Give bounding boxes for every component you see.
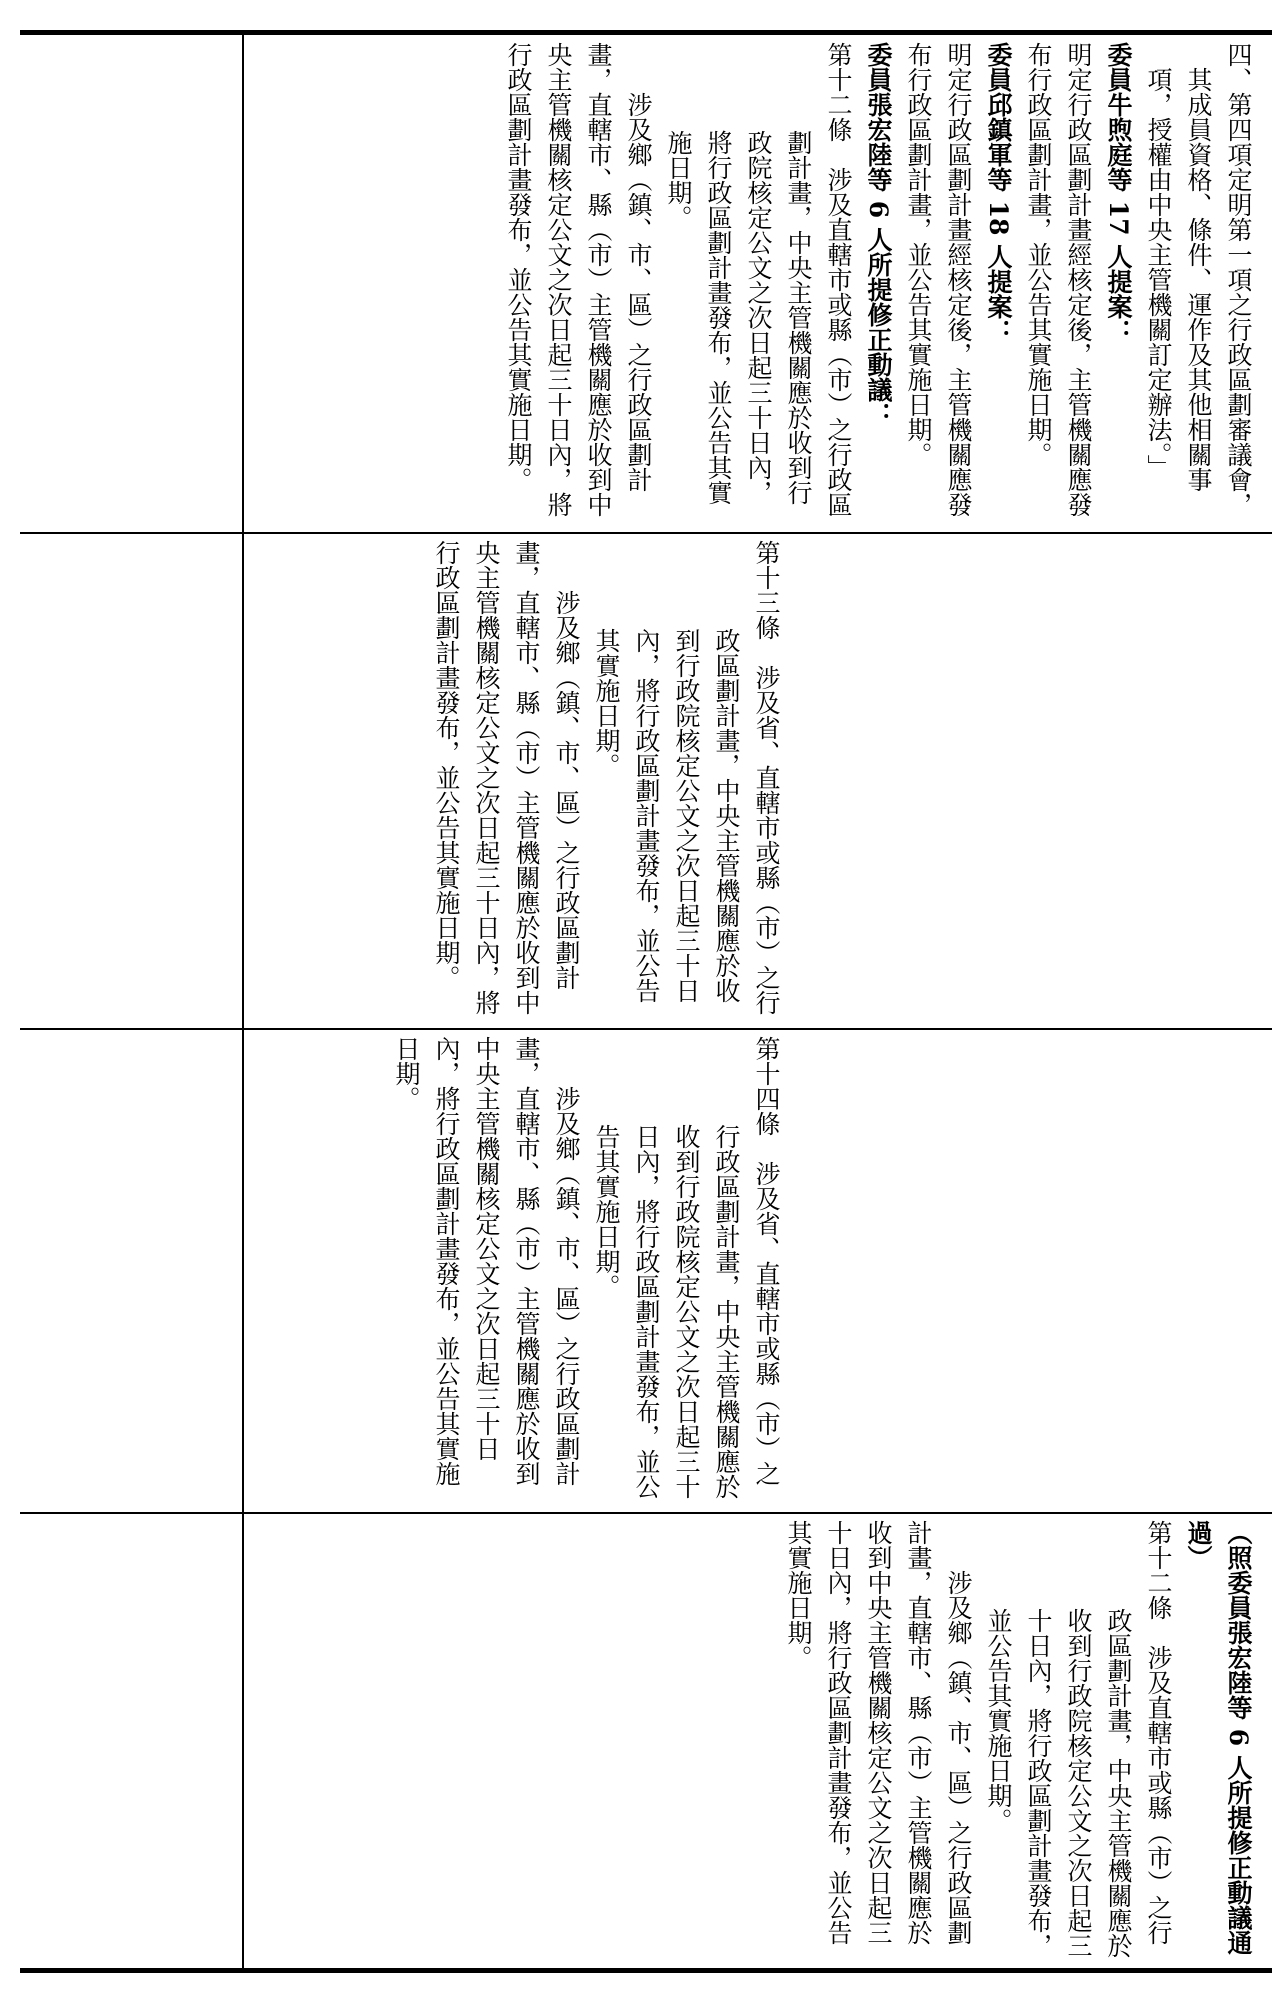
- item-four-text: 四、第四項定明第一項之行政區劃審議會，其成員資格、條件、運作及其他相關事項，授權由中央主管機關訂定辦法。」: [1144, 42, 1253, 517]
- motion-6-paragraph2: 涉及鄉（鎮、市、區）之行政區劃計畫，直轄市、縣（市）主管機關應於收到中央主管機關核定公文之次日起三十日內，將行政區劃計畫發布，並公告其實施日期。: [504, 42, 653, 517]
- passed-paragraph2: 涉及鄉（鎮、市、區）之行政區劃計畫，直轄市、縣（市）主管機關應於收到中央主管機關核定公文之次日起三十日內，將行政區劃計畫發布，並公告其實施日期。: [784, 1520, 973, 1945]
- article-14-text: 第十四條 涉及省、直轄市或縣（市）之行政區劃計畫，中央主管機關應於收到行政院核定公文之次日起三十日內，將行政區劃計畫發布，並公告其實施日期。: [592, 1036, 781, 1499]
- proposal-17-text: 明定行政區劃計畫經核定後，主管機關應發布行政區劃計畫，並公告其實施日期。: [1024, 42, 1093, 517]
- explanation-cell: [248, 42, 1258, 526]
- passed-text-cell: [248, 1520, 1258, 1962]
- passed-article: 第十二條 涉及直轄市或縣（市）之行政區劃計畫，中央主管機關應於收到行政院核定公文之次日起三十日內，將行政區劃計畫發布，並公告其實施日期。: [984, 1520, 1173, 1958]
- article-13-paragraph2: 涉及鄉（鎮、市、區）之行政區劃計畫，直轄市、縣（市）主管機關應於收到中央主管機關核定公文之次日起三十日內，將行政區劃計畫發布，並公告其實施日期。: [432, 540, 581, 1015]
- row-divider-3: [20, 1512, 1272, 1514]
- motion-6-heading: 委員張宏陸等 6 人所提修正動議：: [864, 42, 893, 427]
- row-divider-1: [20, 532, 1272, 534]
- bottom-border-rule: [20, 1968, 1272, 1973]
- article-14-cell: [241, 1036, 786, 1506]
- article-13-text: 第十三條 涉及省、直轄市或縣（市）之行政區劃計畫，中央主管機關應於收到行政院核定公文之次日起三十日內，將行政區劃計畫發布，並公告其實施日期。: [592, 540, 781, 1015]
- article-13-cell: [241, 540, 786, 1022]
- top-border-rule: [20, 30, 1272, 35]
- proposal-18-heading: 委員邱鎮軍等 18 人提案：: [984, 42, 1013, 345]
- proposal-17-heading: 委員牛煦庭等 17 人提案：: [1104, 42, 1133, 345]
- proposal-18-text: 明定行政區劃計畫經核定後，主管機關應發布行政區劃計畫，並公告其實施日期。: [904, 42, 973, 517]
- passed-heading: （照委員張宏陸等 6 人所提修正動議通過）: [1184, 1520, 1253, 1955]
- row-divider-2: [20, 1028, 1272, 1030]
- motion-6-article: 第十二條 涉及直轄市或縣（市）之行政區劃計畫，中央主管機關應於收到行政院核定公文之次日起三十日內，將行政區劃計畫發布，並公告其實施日期。: [664, 42, 853, 517]
- article-14-paragraph2: 涉及鄉（鎮、市、區）之行政區劃計畫，直轄市、縣（市）主管機關應於收到中央主管機關核定公文之次日起三十日內，將行政區劃計畫發布，並公告其實施日期。: [392, 1036, 581, 1486]
